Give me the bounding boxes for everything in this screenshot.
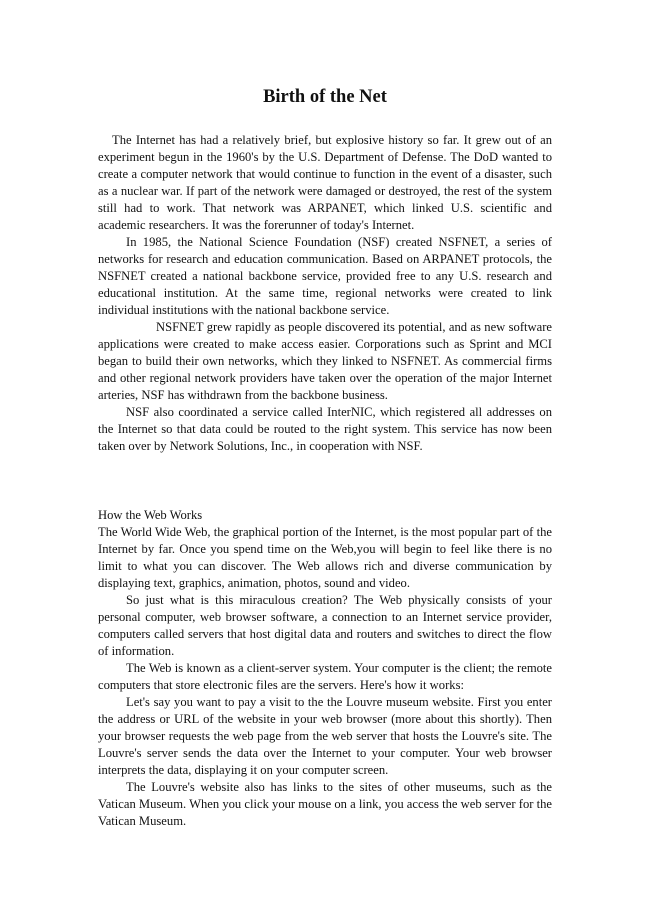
paragraph-nsfnet-creation: In 1985, the National Science Foundation (NSF) created NSFNET, a series of networks for research and education communication. Based on ARPANET protocols, the NSFNET created a national backbone service, provided free to any U.S. research and educational institution. At the same time, regional networks were created to link individual institutions with the national backbone service. bbox=[98, 235, 552, 317]
paragraph-world-wide-web: The World Wide Web, the graphical portion of the Internet, is the most popular part of the Internet by far. Once you spend time on the Web,you will begin to feel like there is no limit to what you can discover. The Web allows rich and diverse communication by displaying text, graphics, animation, photos, sound and video. bbox=[98, 525, 552, 590]
paragraph-vatican-link: The Louvre's website also has links to the sites of other museums, such as the Vatican Museum. When you click your mouse on a link, you access the web server for the Vatican Museum. bbox=[98, 780, 552, 828]
page-title: Birth of the Net bbox=[263, 87, 387, 107]
paragraph-web-components: So just what is this miraculous creation? The Web physically consists of your personal computer, web browser software, a connection to an Internet service provider, computers called servers that host digital data and routers and switches to direct the flow of information. bbox=[98, 593, 552, 658]
paragraph-nsfnet-growth: NSFNET grew rapidly as people discovered its potential, and as new software applications were created to make access easier. Corporations such as Sprint and MCI began to build their own networks, which they linked to NSFNET. As commercial firms and other regional network providers have taken over the operation of the major Internet arteries, NSF has withdrawn from the backbone business. bbox=[98, 320, 552, 402]
paragraph-louvre-example: Let's say you want to pay a visit to the the Louvre museum website. First you enter the address or URL of the website in your web browser (more about this shortly). Then your browser requests the web page from the web server that hosts the Louvre's site. The Louvre's server sends the data over the Internet to your computer. Your web browser interprets the data, displaying it on your computer screen. bbox=[98, 695, 552, 777]
paragraph-internet-history: The Internet has had a relatively brief, but explosive history so far. It grew out of an experiment begun in the 1960's by the U.S. Department of Defense. The DoD wanted to create a computer network that would continue to function in the event of a disaster, such as a nuclear war. If part of the network were damaged or destroyed, the rest of the system still had to work. That network was ARPANET, which linked U.S. scientific and academic researchers. It was the forerunner of today's Internet. bbox=[98, 133, 552, 232]
section-heading: How the Web Works bbox=[98, 508, 203, 522]
paragraph-client-server: The Web is known as a client-server system. Your computer is the client; the remote computers that store electronic files are the servers. Here's how it works: bbox=[98, 661, 552, 692]
paragraph-internic: NSF also coordinated a service called InterNIC, which registered all addresses on the Internet so that data could be routed to the right system. This service has now been taken over by Network Solutions, Inc., in cooperation with NSF. bbox=[98, 405, 552, 453]
